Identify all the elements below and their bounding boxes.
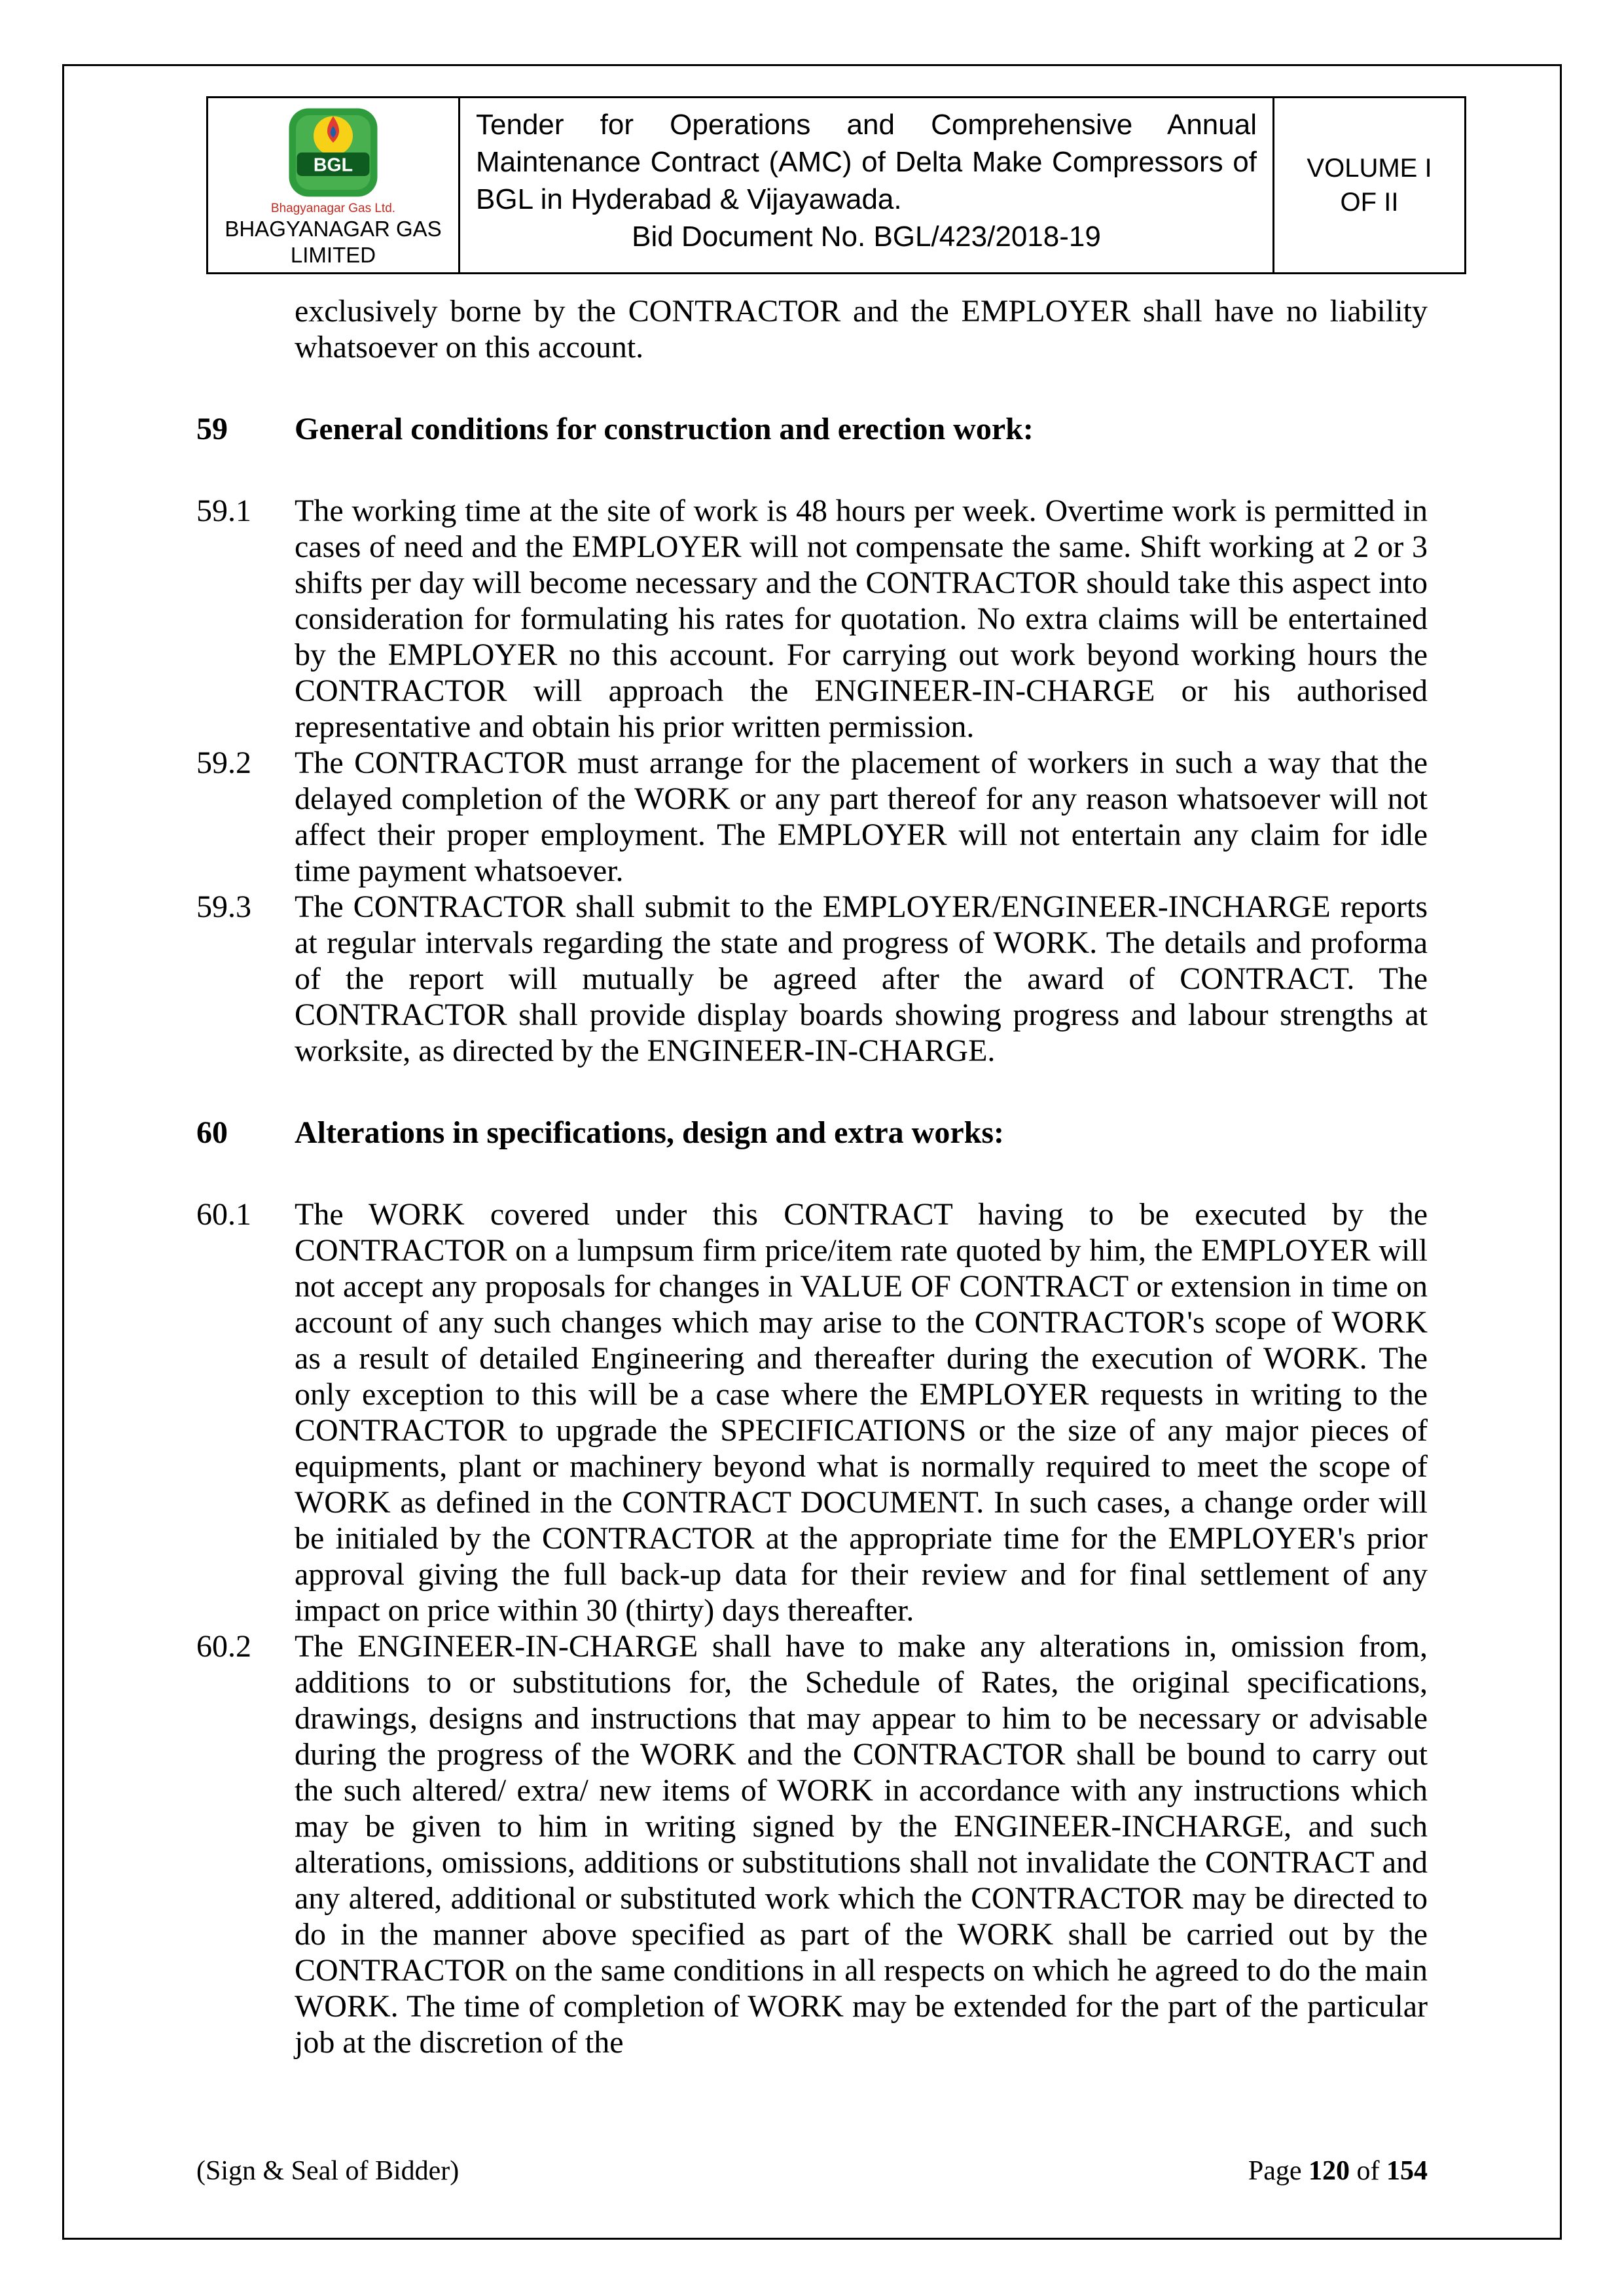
clause-number: 60.1 xyxy=(196,1197,251,1232)
volume-cell xyxy=(1274,98,1464,272)
clause-text: The CONTRACTOR shall submit to the EMPLOYER/ENGINEER-INCHARGE reports at regular intervals regarding the state and progress of WORK. The details and proforma of the report will mutually be agreed after the award of CONTRACT. The CONTRACTOR shall provide display boards showing progress and labour strengths at worksite, as directed by the ENGINEER-IN-CHARGE. xyxy=(295,889,1428,1068)
logo-cell xyxy=(208,98,460,272)
clause-number: 60.2 xyxy=(196,1629,251,1664)
intro-paragraph: exclusively borne by the CONTRACTOR and the EMPLOYER shall have no liability whatsoever on this account. xyxy=(295,294,1428,365)
clause-60-2 xyxy=(196,1628,1428,2060)
section-heading-60 xyxy=(196,1115,1428,1151)
page-current: 120 xyxy=(1308,2156,1350,2186)
bid-document-number: Bid Document No. BGL/423/2018-19 xyxy=(632,221,1101,253)
clause-number: 59.1 xyxy=(196,493,251,528)
document-body xyxy=(196,293,1428,2060)
header-table xyxy=(206,96,1466,274)
company-name-line1: BHAGYANAGAR GAS xyxy=(225,217,442,241)
clause-number: 59.2 xyxy=(196,745,251,780)
section-title: Alterations in specifications, design and extra works: xyxy=(295,1115,1004,1150)
sign-seal-label: (Sign & Seal of Bidder) xyxy=(196,2156,460,2186)
volume-line1: VOLUME I xyxy=(1307,154,1432,183)
volume-line2: OF II xyxy=(1340,188,1399,217)
page-indicator xyxy=(1248,2155,1428,2187)
of-word: of xyxy=(1356,2156,1380,2186)
clause-59-1 xyxy=(196,493,1428,745)
page-word: Page xyxy=(1248,2156,1302,2186)
clause-59-3 xyxy=(196,889,1428,1069)
section-heading-59 xyxy=(196,411,1428,447)
title-cell xyxy=(460,98,1274,272)
bgl-logo-icon xyxy=(284,103,382,202)
clause-60-1 xyxy=(196,1196,1428,1628)
section-number: 60 xyxy=(196,1115,228,1150)
tender-title: Tender for Operations and Comprehensive Annual Maintenance Contract (AMC) of Delta Make Compressors of BGL in Hyderabad & Vijayawada. xyxy=(476,109,1257,215)
section-number: 59 xyxy=(196,412,228,446)
page-total: 154 xyxy=(1386,2156,1428,2186)
page-footer xyxy=(196,2155,1428,2187)
clause-59-2 xyxy=(196,745,1428,889)
logo-abbr-text: BGL xyxy=(313,154,353,176)
logo-tagline: Bhagyanagar Gas Ltd. xyxy=(270,202,396,215)
clause-number: 59.3 xyxy=(196,889,251,924)
clause-text: The WORK covered under this CONTRACT having to be executed by the CONTRACTOR on a lumpsum firm price/item rate quoted by him, the EMPLOYER will not accept any proposals for changes in VALUE OF CONTRACT or extension in time on account of any such changes which may arise to the CONTRACTOR's scope of WORK as a result of detailed Engineering and thereafter during the execution of WORK. The only exception to this will be a case where the EMPLOYER requests in writing to the CONTRACTOR to upgrade the SPECIFICATIONS or the size of any major pieces of equipments, plant or machinery beyond what is normally required to meet the scope of WORK as defined in the CONTRACT DOCUMENT. In such cases, a change order will be initialed by the CONTRACTOR at the appropriate time for the EMPLOYER's prior approval giving the full back-up data for their review and for final settlement of any impact on price within 30 (thirty) days thereafter. xyxy=(295,1197,1428,1628)
clause-text: The CONTRACTOR must arrange for the placement of workers in such a way that the delayed completion of the WORK or any part thereof for any reason whatsoever will not affect their proper employment. The EMPLOYER will not entertain any claim for idle time payment whatsoever. xyxy=(295,745,1428,888)
company-name-line2: LIMITED xyxy=(290,243,376,267)
clause-text: The working time at the site of work is 48 hours per week. Overtime work is permitted in cases of need and the EMPLOYER will not compensate the same. Shift working at 2 or 3 shifts per day will become necessary and the CONTRACTOR should take this aspect into consideration for formulating his rates for quotation. No extra claims will be entertained by the EMPLOYER no this account. For carrying out work beyond working hours the CONTRACTOR will approach the ENGINEER-IN-CHARGE or his authorised representative and obtain his prior written permission. xyxy=(295,493,1428,744)
section-title: General conditions for construction and erection work: xyxy=(295,412,1034,446)
clause-text: The ENGINEER-IN-CHARGE shall have to make any alterations in, omission from, additions to or substitutions for, the Schedule of Rates, the original specifications, drawings, designs and instructions that may appear to him to be necessary or advisable during the progress of the WORK and the CONTRACTOR shall be bound to carry out the such altered/ extra/ new items of WORK in accordance with any instructions which may be given to him in writing signed by the ENGINEER-INCHARGE, and such alterations, omissions, additions or substitutions shall not invalidate the CONTRACT and any altered, additional or substituted work which the CONTRACTOR may be directed to do in the manner above specified as part of the WORK shall be carried out by the CONTRACTOR on the same conditions in all respects on which he agreed to do the main WORK. The time of completion of WORK may be extended for the part of the particular job at the discretion of the xyxy=(295,1629,1428,2060)
